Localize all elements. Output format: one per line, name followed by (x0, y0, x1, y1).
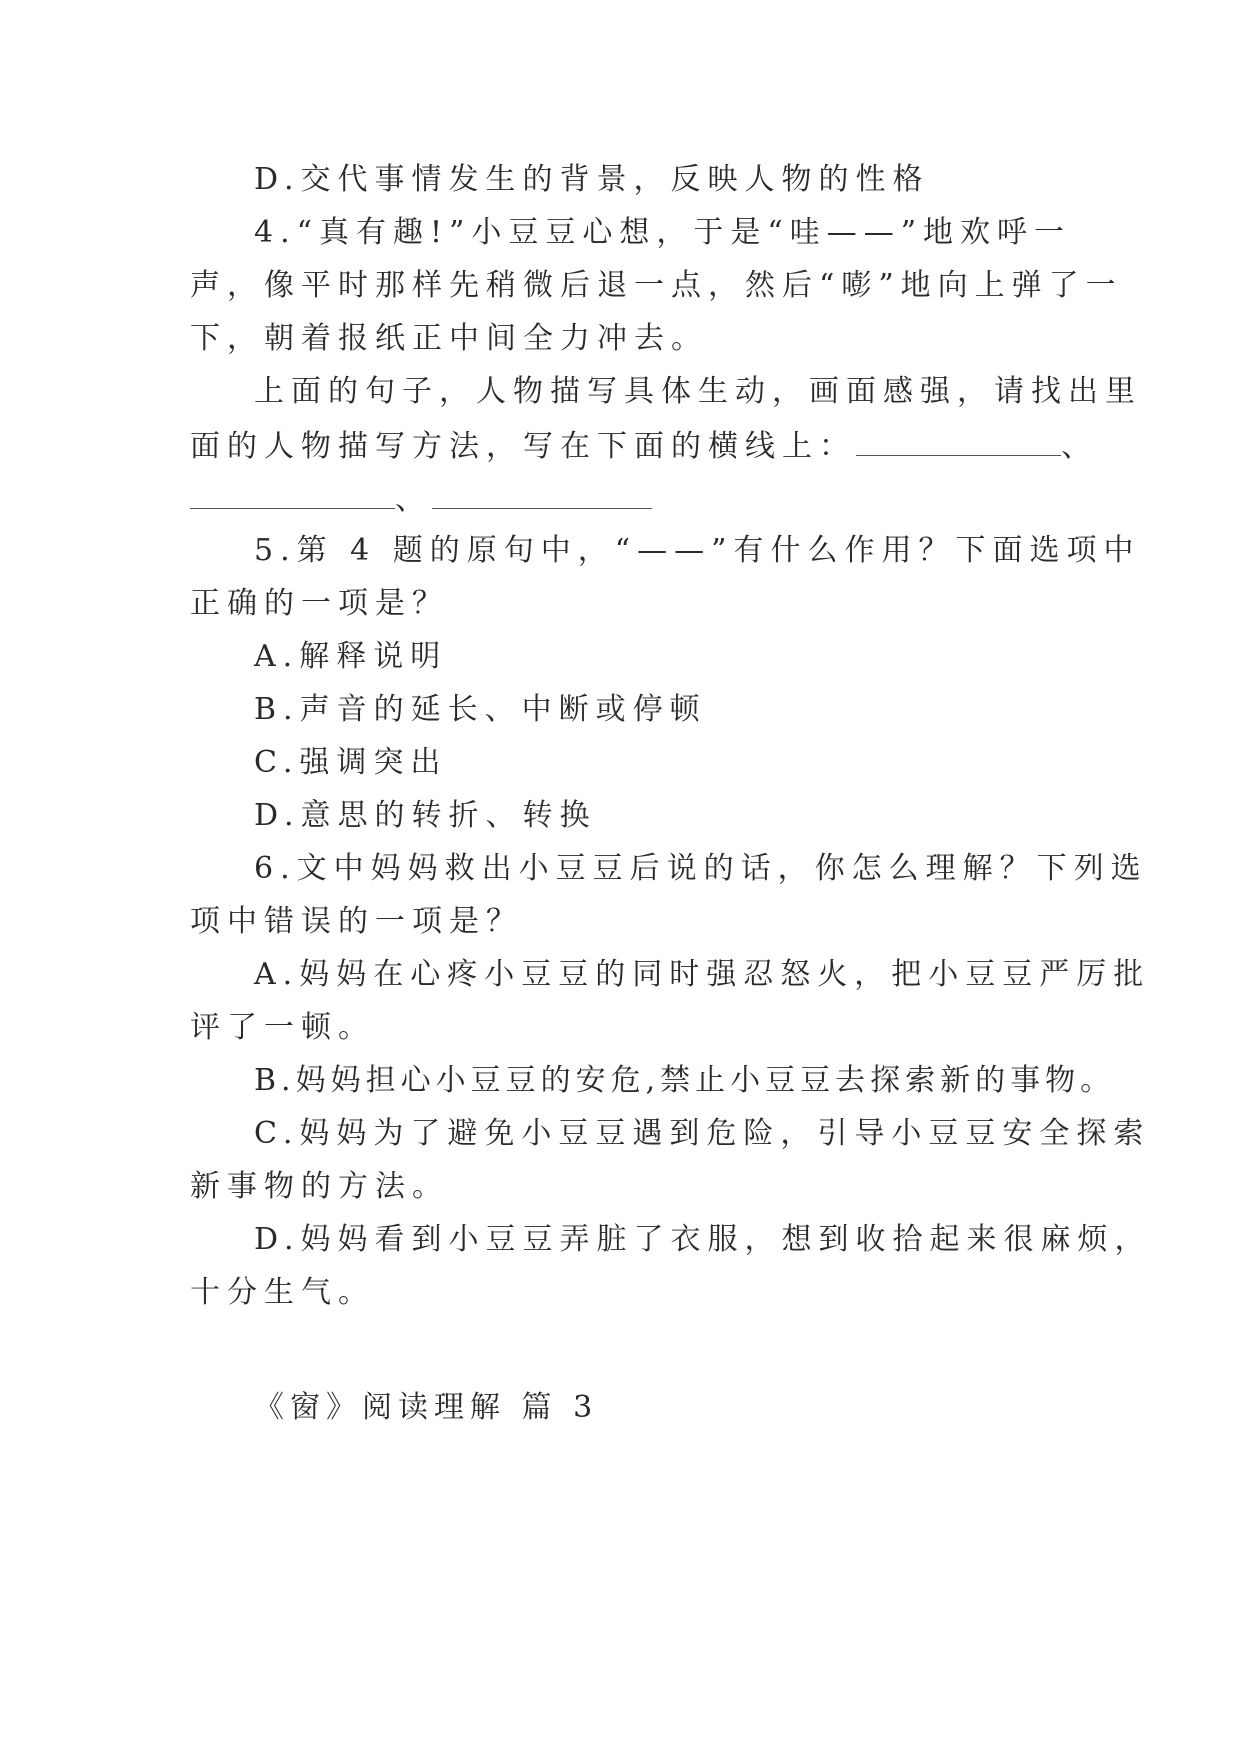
instruction-line-2 (190, 425, 1098, 467)
q6-option-a-line-2: 评了一顿。 (190, 1010, 375, 1045)
separator-1: 、 (1061, 429, 1098, 464)
q5-option-c: C.强调突出 (254, 745, 448, 780)
q5-option-a: A.解释说明 (254, 639, 448, 674)
q5-option-d: D.意思的转折、转换 (254, 798, 597, 833)
question-5-line-2: 正确的一项是？ (190, 586, 449, 621)
instruction-text: 面的人物描写方法，写在下面的横线上： (190, 429, 856, 464)
answer-blanks-line (190, 478, 1060, 520)
instruction-line-1: 上面的句子，人物描写具体生动，画面感强，请找出里 (254, 374, 1142, 409)
separator-2: 、 (395, 482, 432, 517)
q6-option-d-line-1: D.妈妈看到小豆豆弄脏了衣服，想到收拾起来很麻烦， (254, 1222, 1152, 1257)
q6-option-d-line-2: 十分生气。 (190, 1275, 375, 1310)
q6-option-a-line-1: A.妈妈在心疼小豆豆的同时强忍怒火，把小豆豆严厉批 (254, 957, 1151, 992)
question-5-line-1: 5.第 4 题的原句中，“——”有什么作用？下面选项中 (254, 533, 1141, 568)
question-4-line-3: 下，朝着报纸正中间全力冲去。 (190, 321, 708, 356)
answer-blank-2[interactable] (190, 478, 395, 509)
question-4-line-1: 4.“真有趣!”小豆豆心想，于是“哇——”地欢呼一 (254, 215, 1072, 250)
question-6-line-2: 项中错误的一项是？ (190, 904, 523, 939)
q6-option-c-line-2: 新事物的方法。 (190, 1169, 449, 1204)
question-4-line-2: 声，像平时那样先稍微后退一点，然后“嘭”地向上弹了一 (190, 268, 1123, 303)
answer-blank-1[interactable] (856, 425, 1061, 456)
q6-option-c-line-1: C.妈妈为了避免小豆豆遇到危险，引导小豆豆安全探索 (254, 1116, 1151, 1151)
q5-option-b: B.声音的延长、中断或停顿 (254, 692, 707, 727)
option-d-q3: D.交代事情发生的背景，反映人物的性格 (254, 162, 930, 197)
section-title: 《窗》阅读理解 篇 3 (254, 1390, 599, 1425)
q6-option-b: B.妈妈担心小豆豆的安危,禁止小豆豆去探索新的事物。 (254, 1063, 1116, 1098)
question-6-line-1: 6.文中妈妈救出小豆豆后说的话，你怎么理解？下列选 (254, 851, 1148, 886)
answer-blank-3[interactable] (432, 478, 652, 509)
